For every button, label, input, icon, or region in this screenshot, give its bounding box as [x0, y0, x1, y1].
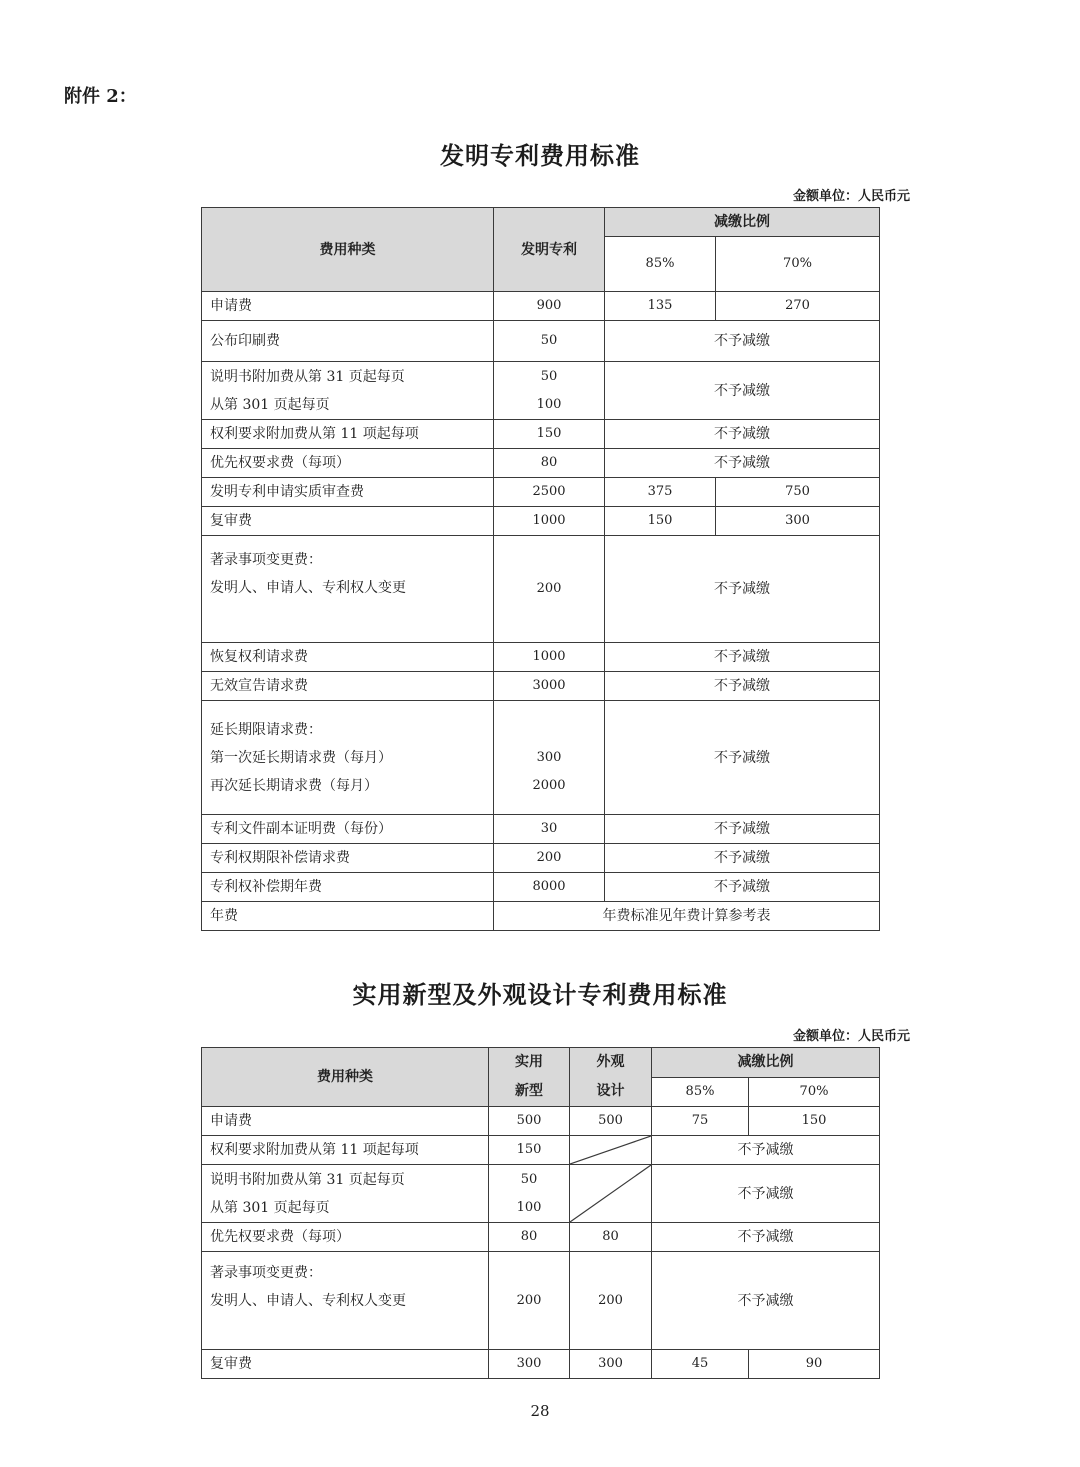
- fee-name: 专利权期限补偿请求费: [202, 844, 494, 873]
- fee-name-line: 第一次延长期请求费（每月）: [210, 749, 392, 766]
- fee-name: 复审费: [202, 507, 494, 536]
- utility-amount-line: 100: [516, 1199, 542, 1215]
- fee-name: 专利权补偿期年费: [202, 873, 494, 902]
- design-amount: 80: [570, 1223, 652, 1252]
- utility-amount-line: 50: [520, 1171, 538, 1187]
- fee-name-line: 发明人、申请人、专利权人变更: [210, 1293, 406, 1309]
- table-row: [202, 701, 880, 815]
- reduced-70: 750: [716, 478, 880, 507]
- table-row: [202, 1223, 880, 1252]
- no-reduction-note: 不予减缴: [605, 844, 880, 873]
- reduced-85: 135: [605, 292, 716, 321]
- fee-name-line: 说明书附加费从第 31 页起每页: [210, 368, 405, 385]
- diagonal-slash: [570, 1136, 651, 1164]
- reduced-70: 90: [749, 1350, 880, 1379]
- header-pct-85: 85%: [652, 1077, 749, 1107]
- design-amount: 200: [570, 1252, 652, 1350]
- invention-fee-table: [201, 207, 880, 931]
- no-reduction-note: 不予减缴: [605, 536, 880, 643]
- header-invention-patent: 发明专利: [494, 208, 605, 292]
- fee-name: 恢复权利请求费: [202, 643, 494, 672]
- header-line: 设计: [596, 1083, 625, 1099]
- utility-design-fee-table: [201, 1047, 880, 1379]
- fee-amount: 1000: [494, 643, 605, 672]
- fee-amount: 200: [494, 844, 605, 873]
- fee-name: 优先权要求费（每项）: [202, 1223, 489, 1252]
- reduced-70: 270: [716, 292, 880, 321]
- table-row: [202, 873, 880, 902]
- reduced-70: 300: [716, 507, 880, 536]
- fee-amount: 2500: [494, 478, 605, 507]
- no-reduction-note: 不予减缴: [605, 321, 880, 362]
- fee-name: 申请费: [202, 1107, 489, 1136]
- table-row: [202, 1107, 880, 1136]
- table-row: [202, 902, 880, 931]
- no-reduction-note: 不予减缴: [605, 701, 880, 815]
- header-fee-category: 费用种类: [202, 1048, 489, 1107]
- fee-name: [202, 701, 494, 815]
- table-row: [202, 420, 880, 449]
- utility-amount: [489, 1165, 570, 1223]
- fee-name: 专利文件副本证明费（每份）: [202, 815, 494, 844]
- no-reduction-note: 不予减缴: [605, 873, 880, 902]
- table-row: [202, 321, 880, 362]
- header-reduction-ratio: 减缴比例: [605, 208, 880, 237]
- header-pct-70: 70%: [716, 237, 880, 292]
- no-reduction-note: 不予减缴: [605, 449, 880, 478]
- fee-amount: 1000: [494, 507, 605, 536]
- fee-amount: 900: [494, 292, 605, 321]
- reduced-85: 75: [652, 1107, 749, 1136]
- utility-amount: 80: [489, 1223, 570, 1252]
- fee-name-line: 说明书附加费从第 31 页起每页: [210, 1171, 405, 1188]
- not-applicable-cell: [570, 1136, 652, 1165]
- reduced-85: 45: [652, 1350, 749, 1379]
- fee-amount-line: 50: [540, 368, 558, 384]
- reduced-85: 150: [605, 507, 716, 536]
- fee-name: 优先权要求费（每项）: [202, 449, 494, 478]
- fee-name: [202, 362, 494, 420]
- fee-name: 申请费: [202, 292, 494, 321]
- fee-name: 无效宣告请求费: [202, 672, 494, 701]
- no-reduction-note: 不予减缴: [605, 815, 880, 844]
- fee-name-line: 发明人、申请人、专利权人变更: [210, 580, 406, 596]
- table-row: [202, 507, 880, 536]
- fee-amount: 200: [494, 536, 605, 643]
- header-utility-model: [489, 1048, 570, 1107]
- header-reduction-ratio: 减缴比例: [652, 1048, 880, 1078]
- fee-name: [202, 1252, 489, 1350]
- no-reduction-note: 不予减缴: [652, 1223, 880, 1252]
- annual-fee-note: 年费标准见年费计算参考表: [494, 902, 880, 931]
- table-row: [202, 478, 880, 507]
- header-fee-category: 费用种类: [202, 208, 494, 292]
- fee-name: 发明专利申请实质审查费: [202, 478, 494, 507]
- table-row: [202, 449, 880, 478]
- header-line: 实用: [515, 1054, 543, 1070]
- fee-name: [202, 536, 494, 643]
- table-row: [202, 1136, 880, 1165]
- fee-name: 权利要求附加费从第 11 项起每项: [202, 420, 494, 449]
- table2-unit-note: 金额单位：人民币元: [792, 1029, 910, 1044]
- reduced-85: 375: [605, 478, 716, 507]
- fee-name-line: 从第 301 页起每页: [210, 396, 330, 413]
- table-header-row: [202, 208, 880, 237]
- fee-name: 复审费: [202, 1350, 489, 1379]
- fee-amount: 30: [494, 815, 605, 844]
- table1-unit-note: 金额单位：人民币元: [792, 189, 910, 204]
- table-row: [202, 815, 880, 844]
- table-row: [202, 292, 880, 321]
- table-row: [202, 536, 880, 643]
- fee-name: [202, 1165, 489, 1223]
- design-amount: 300: [570, 1350, 652, 1379]
- fee-name-line: 著录事项变更费：: [210, 552, 322, 568]
- table-row: [202, 1165, 880, 1223]
- utility-amount: 500: [489, 1107, 570, 1136]
- no-reduction-note: 不予减缴: [605, 362, 880, 420]
- fee-name-line: 再次延长期请求费（每月）: [210, 777, 378, 794]
- table-row: [202, 1252, 880, 1350]
- no-reduction-note: 不予减缴: [652, 1252, 880, 1350]
- table-row: [202, 1350, 880, 1379]
- fee-amount: 150: [494, 420, 605, 449]
- header-line: 新型: [515, 1083, 543, 1099]
- utility-amount: 150: [489, 1136, 570, 1165]
- utility-amount: 200: [489, 1252, 570, 1350]
- table-row: [202, 362, 880, 420]
- no-reduction-note: 不予减缴: [605, 672, 880, 701]
- table-header-row: [202, 1048, 880, 1078]
- header-pct-70: 70%: [749, 1077, 880, 1107]
- header-line: 外观: [596, 1054, 625, 1070]
- no-reduction-note: 不予减缴: [605, 643, 880, 672]
- design-amount: 500: [570, 1107, 652, 1136]
- no-reduction-note: 不予减缴: [652, 1136, 880, 1165]
- reduced-70: 150: [749, 1107, 880, 1136]
- no-reduction-note: 不予减缴: [605, 420, 880, 449]
- fee-amount: 3000: [494, 672, 605, 701]
- not-applicable-cell: [570, 1165, 652, 1223]
- fee-amount: [494, 701, 605, 815]
- header-design: [570, 1048, 652, 1107]
- fee-amount: 80: [494, 449, 605, 478]
- diagonal-slash: [570, 1165, 651, 1222]
- fee-amount: 8000: [494, 873, 605, 902]
- fee-amount: 50: [494, 321, 605, 362]
- attachment-label: 附件 2：: [64, 86, 137, 107]
- fee-name: 年费: [202, 902, 494, 931]
- table-row: [202, 643, 880, 672]
- page-number: 28: [530, 1402, 550, 1420]
- fee-amount-line: 300: [536, 749, 562, 765]
- fee-name-line: 延长期限请求费：: [210, 721, 322, 738]
- table-row: [202, 672, 880, 701]
- fee-name: 公布印刷费: [202, 321, 494, 362]
- fee-amount: [494, 362, 605, 420]
- table-row: [202, 844, 880, 873]
- utility-amount: 300: [489, 1350, 570, 1379]
- no-reduction-note: 不予减缴: [652, 1165, 880, 1223]
- fee-name-line: 从第 301 页起每页: [210, 1199, 330, 1216]
- fee-amount-line: 100: [536, 396, 562, 412]
- fee-name-line: 著录事项变更费：: [210, 1265, 322, 1281]
- table1-title: 发明专利费用标准: [440, 141, 640, 170]
- table2-title: 实用新型及外观设计专利费用标准: [352, 980, 728, 1009]
- fee-amount-line: 2000: [532, 777, 566, 793]
- header-pct-85: 85%: [605, 237, 716, 292]
- fee-name: 权利要求附加费从第 11 项起每项: [202, 1136, 489, 1165]
